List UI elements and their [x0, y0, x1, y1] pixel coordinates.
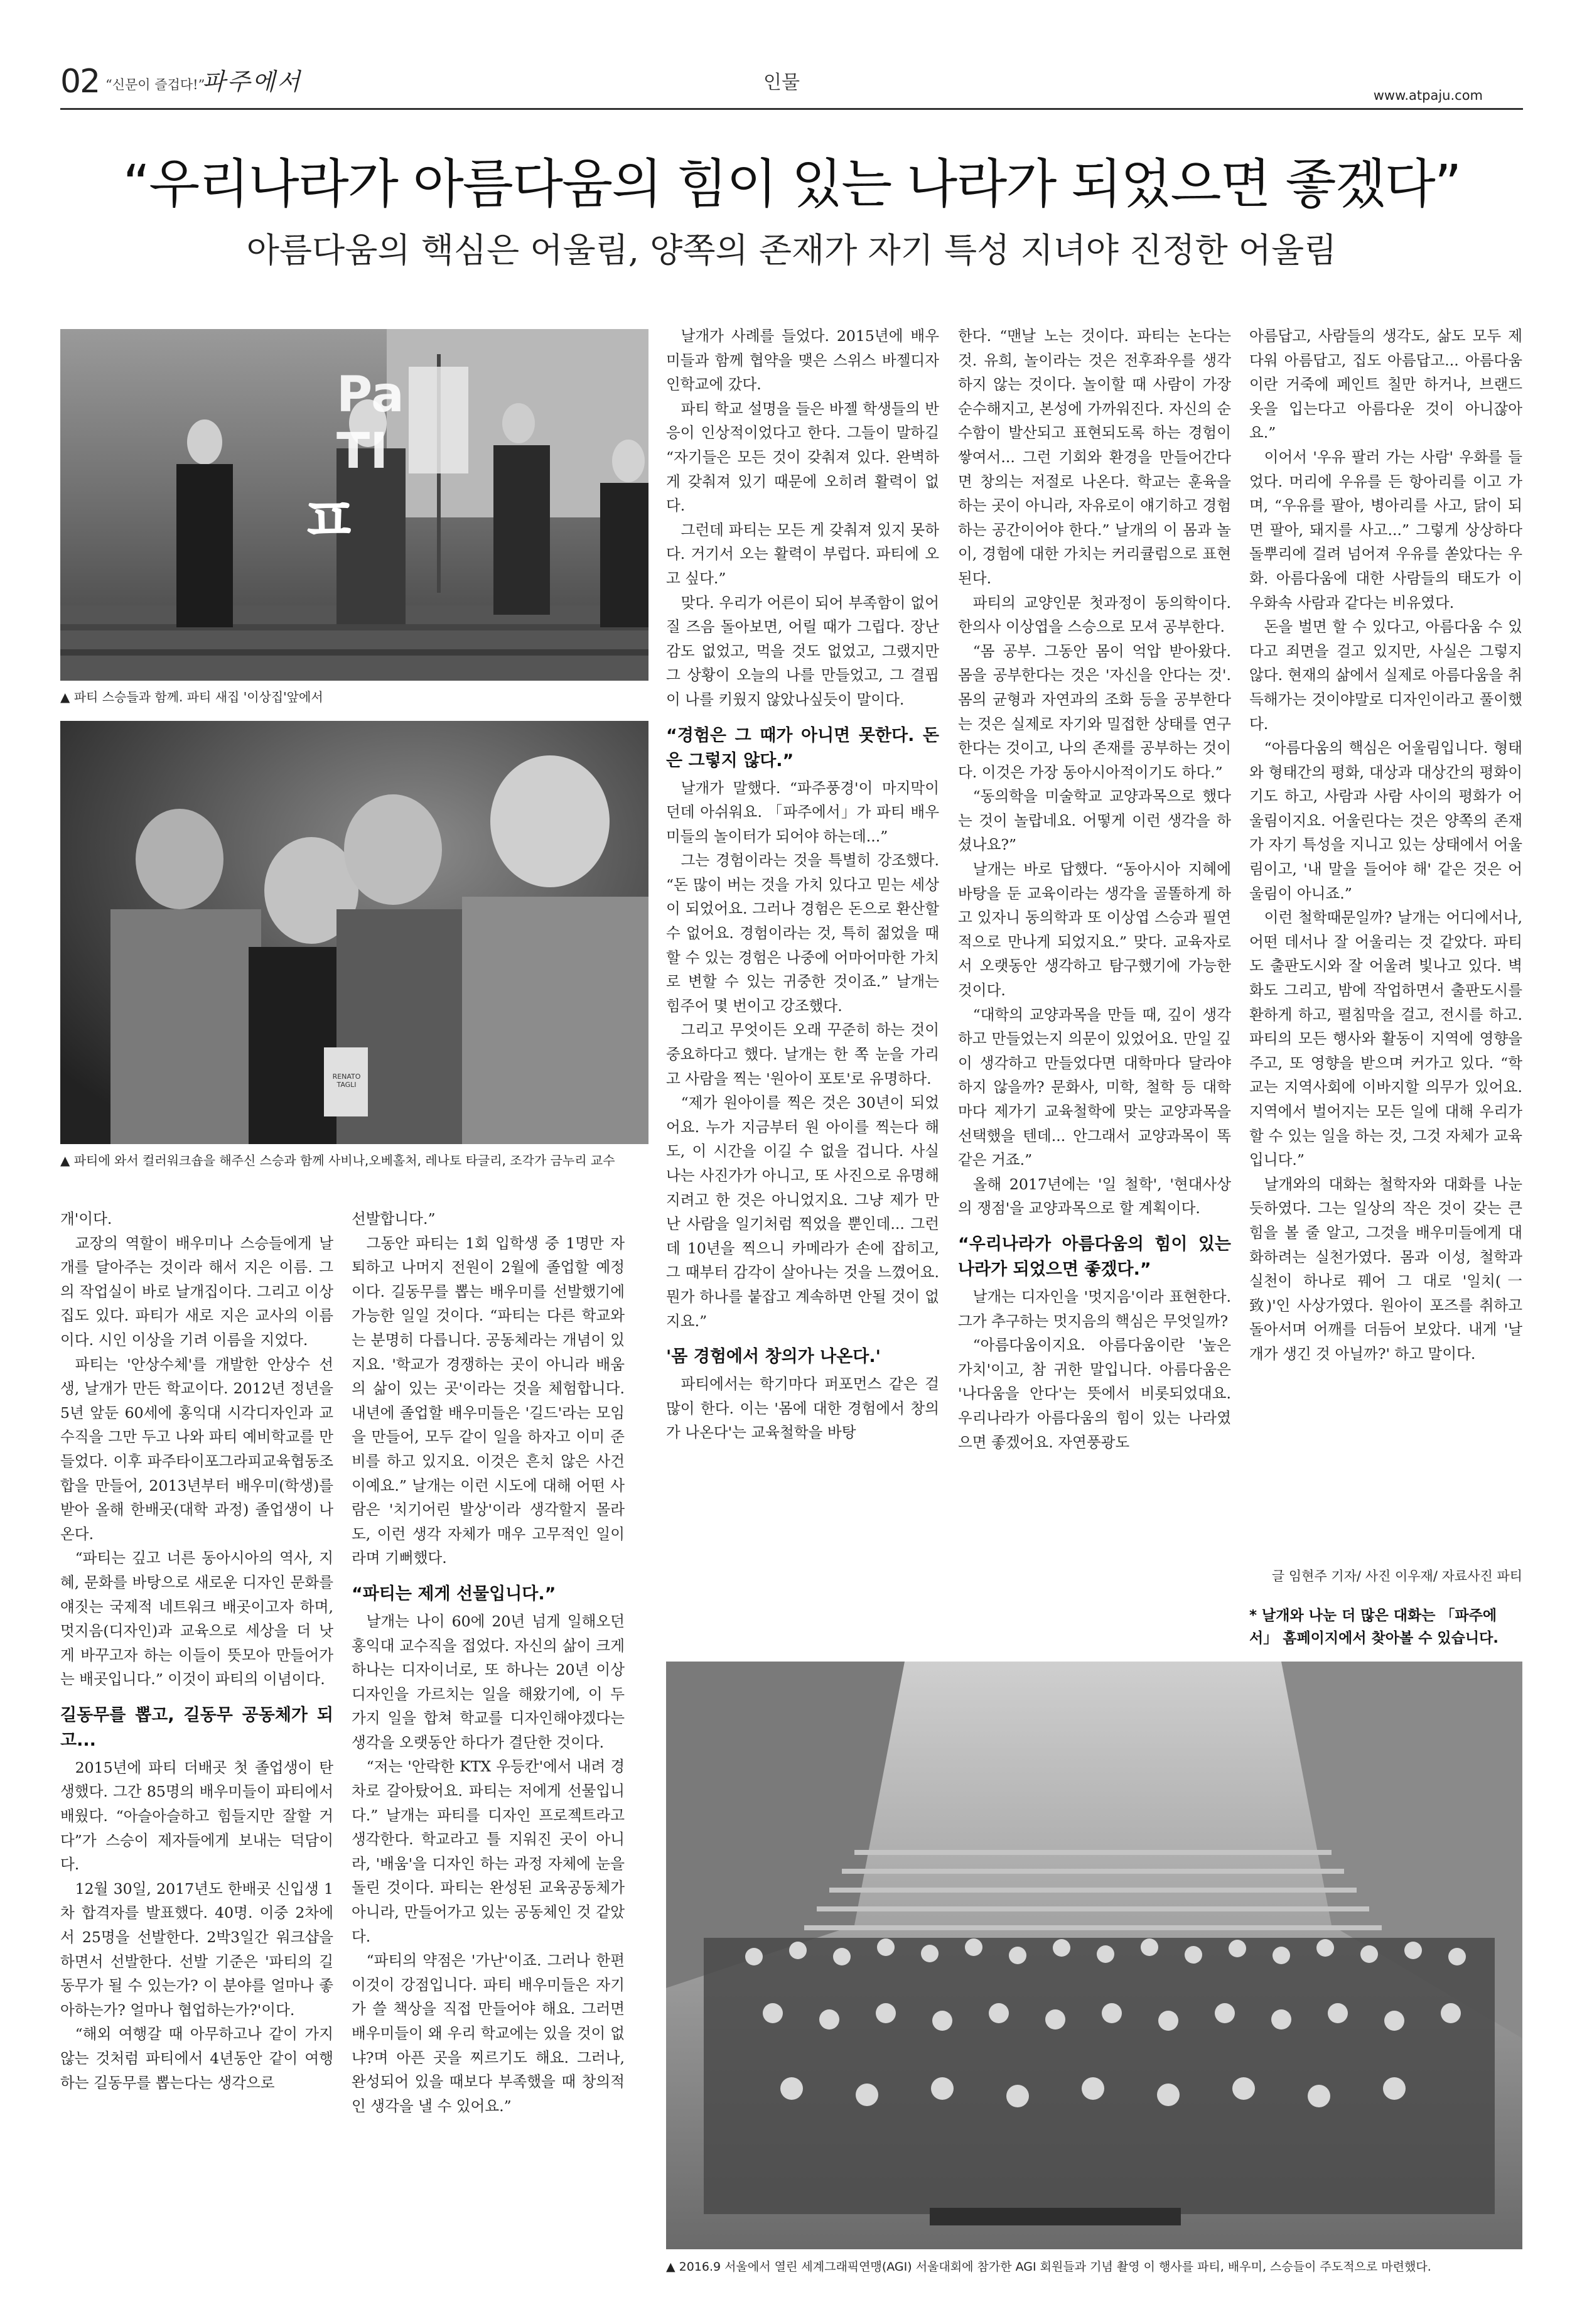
paragraph: 날개는 디자인을 '멋지음'이라 표현한다. 그가 추구하는 멋지음의 핵심은 무엇일까? — [958, 1287, 1231, 1330]
pati-sign-glyph: ㅍ — [299, 484, 360, 557]
article-column-5 — [1249, 324, 1522, 1366]
paragraph: “해외 여행갈 때 아무하고나 같이 가지 않는 것처럼 파티에서 4년동안 같이 여행하는 길동무를 뽑는다는 생각으로 — [60, 2025, 333, 2092]
paragraph: 맞다. 우리가 어른이 되어 부족함이 없어질 즈음 돌아보면, 어릴 때가 그립다. 장난감도 없었고, 먹을 것도 없었고, 그랬지만 그 상황이 오늘의 나를 만들었고, 그 결핍이 나를 키웠지 않았나싶듯이 말이다. — [666, 593, 939, 708]
paragraph: “파티의 약점은 '가난'이죠. 그러나 한편 이것이 강점입니다. 파티 배우미들은 자기가 쓸 책상을 직접 만들어야 해요. 그러면 배우미들이 왜 우리 학교에는 있을 것이 없냐?며 아픈 곳을 찌르기도 해요. 그러나, 완성되어 있을 때보다 부족했을 때 창의적인 생각을 낼 수 있어요.” — [352, 1952, 625, 2115]
photo1-caption: ▲ 파티 스승들과 함께. 파티 새집 '이상집'앞에서 — [60, 689, 323, 705]
paragraph: 그동안 파티는 1회 입학생 중 1명만 자퇴하고 나머지 전원이 2월에 졸업할 예정이다. 길동무를 뽑는 배우미를 선발했기에 가능한 일일 것이다. “파티는 다른 학교와는 분명히 다릅니다. 공동체라는 개념이 있지요. '학교가 경쟁하는 곳이 아니라 배움의 삶이 있는 곳'이라는 것을 체험합니다. 내년에 졸업할 배우미들은 '길드'라는 모임을 만들어, 모두 같이 일을 하자고 이미 준비를 하고 있지요. 이것은 흔치 않은 사건이예요.” 날개는 이런 시도에 대해 어떤 사람은 '치기어린 발상'이라 생각할지 몰라도, 이런 생각 자체가 매우 고무적인 일이라며 기뻐했다. — [352, 1234, 625, 1567]
paragraph: “제가 원아이를 찍은 것은 30년이 되었어요. 누가 지금부터 원 아이를 찍는다 해도, 이 시간을 이길 수 없을 겁니다. 사실 나는 사진가가 아니고, 또 사진으로 유명해지려고 한 것은 아니었지요. 그냥 제가 만난 사람을 일기처럼 찍었을 뿐인데... 그런데 10년을 찍으니 카메라가 손에 잡히고, 그 때부터 감각이 살아나는 것을 느꼈어요. 뭔가 하나를 붙잡고 계속하면 안될 것이 없지요.” — [666, 1094, 939, 1330]
paragraph: 한다. “맨날 노는 것이다. 파티는 논다는 것. 유희, 놀이라는 것은 전후좌우를 생각하지 않는 것이다. 놀이할 때 사람이 가장 순수해지고, 본성에 가까워진다. 자신의 순수함이 발산되고 표현되도록 하는 경험이 쌓여서... 그런 기회와 환경을 만들어간다면 창의는 저절로 나온다. 학교는 훈육을 하는 곳이 아니라, 자유로이 얘기하고 경험하는 공간이어야 한다.” 날개의 이 몸과 놀이, 경험에 대한 가치는 커리큘럼으로 표현된다. — [958, 327, 1231, 587]
paragraph: 날개는 나이 60에 20년 넘게 일해오던 홍익대 교수직을 접었다. 자신의 삶이 크게 하나는 디자이너로, 또 하나는 20년 이상 디자인을 가르치는 일을 해왔기에, 이 두 가지 일을 합쳐 학교를 디자인해야겠다는 생각을 오랫동안 하다가 결단한 것이다. — [352, 1612, 625, 1751]
headline: “우리나라가 아름다움의 힘이 있는 나라가 되었으면 좋겠다” — [122, 153, 1461, 215]
paragraph: 12월 30일, 2017년도 한배곳 신입생 1차 합격자를 발표했다. 40명. 이중 2차에서 25명을 선발한다. 2박3일간 워크샵을 하면서 선발한다. 선발 기준은 '파티의 길동무가 될 수 있는가? 이 분야를 얼마나 좋아하는가? 얼마나 협업하는가?'이다. — [60, 1879, 333, 2019]
photo-agi-group — [666, 1662, 1522, 2249]
paragraph: 교장의 역할이 배우미나 스승들에게 날개를 달아주는 것이라 해서 지은 이름. 그의 작업실이 바로 날개집이다. 그리고 이상집도 있다. 파티가 새로 지은 교사의 이름이다. 시인 이상을 기려 이름을 지었다. — [60, 1234, 333, 1349]
paragraph: “몸 공부. 그동안 몸이 억압 받아왔다. 몸을 공부한다는 것은 '자신을 안다는 것'. 몸의 균형과 자연과의 조화 등을 공부한다는 것은 실제로 자기와 밀접한 상태를 연구한다는 것이고, 나의 존재를 공부하는 것이다. 이것은 가장 동아시아적이기도 하다.” — [958, 642, 1231, 781]
paragraph: 이런 철학때문일까? 날개는 어디에서나, 어떤 데서나 잘 어울리는 것 같았다. 파티도 출판도시와 잘 어울려 빛나고 있다. 벽화도 그리고, 밤에 작업하면서 출판도시를 환하게 하고, 펼침막을 걸고, 전시를 하고. 파티의 모든 행사와 활동이 지역에 영향을 주고, 또 영향을 받으며 커가고 있다. “학교는 지역사회에 이바지할 의무가 있어요. 지역에서 벌어지는 모든 일에 대해 우리가 할 수 있는 일을 하는 것, 그것 자체가 교육입니다.” — [1249, 909, 1522, 1169]
photo2-caption: ▲ 파티에 와서 컬러워크숍을 해주신 스승과 함께 사비나,오베홀처, 레나토 타글리, 조각가 금누리 교수 — [60, 1153, 615, 1168]
article-column-4 — [958, 324, 1231, 1454]
paragraph: 개'이다. — [60, 1210, 112, 1228]
paragraph: 이어서 '우유 팔러 가는 사람' 우화를 들었다. 머리에 우유를 든 항아리를 이고 가며, “우유를 팔아, 병아리를 사고, 닭이 되면 팔아, 돼지를 사고...” 그렇게 상상하다 돌뿌리에 걸려 넘어져 우유를 쏟았다는 우화. 아름다움에 대한 사람들의 태도가 이 우화속 사람과 같다는 비유였다. — [1249, 448, 1522, 612]
paragraph: 올해 2017년에는 '일 철학', '현대사상의 쟁점'을 교양과목으로 할 계획이다. — [958, 1175, 1231, 1218]
paragraph: 파티 학교 설명을 들은 바젤 학생들의 반응이 인상적이었다고 한다. 그들이 말하길 “자기들은 모든 것이 갖춰져 있다. 완벽하게 갖춰져 있기 때문에 오히려 활력이 없다. — [666, 399, 939, 515]
paragraph: 2015년에 파티 더배곳 첫 졸업생이 탄생했다. 그간 85명의 배우미들이 파티에서 배웠다. “아슬아슬하고 힘들지만 잘할 거다”가 스승이 제자들에게 보내는 덕담이다. — [60, 1758, 333, 1874]
subhead: “파티는 제게 선물입니다.” — [352, 1584, 556, 1604]
paragraph: “아름다움이지요. 아름다움이란 '높은 가치'이고, 참 귀한 말입니다. 아름다움은 '나다움을 안다'는 뜻에서 비롯되었대요. 우리나라가 아름다움의 힘이 있는 나라였으면 좋겠어요. 자연풍광도 — [958, 1336, 1231, 1451]
paragraph: 파티의 교양인문 첫과정이 동의학이다. 한의사 이상엽을 스승으로 모셔 공부한다. — [958, 593, 1231, 636]
article-column-3 — [666, 324, 939, 1445]
subhead: “경험은 그 때가 아니면 못한다. 돈은 그렇지 않다.” — [666, 725, 939, 770]
paragraph: “저는 '안락한 KTX 우등칸'에서 내려 경차로 갈아탔어요. 파티는 저에게 선물입니다.” 날개는 파티를 디자인 프로젝트라고 생각한다. 학교라고 틀 지워진 곳이 아니라, '배움'을 디자인 하는 과정 자체에 눈을 돌린 것이다. 파티는 완성된 교육공동체가 아니라, 만들어가고 있는 공동체인 것 같았다. — [352, 1758, 625, 1945]
paragraph: 날개와의 대화는 철학자와 대화를 나눈듯하였다. 그는 일상의 작은 것이 갖는 큰 힘을 볼 줄 알고, 그것을 배우미들에게 대화하려는 실천가였다. 몸과 이성, 철학과 실천이 하나로 꿰어 그 대로 '일치(一致)'인 사상가였다. 원아이 포즈를 취하고 돌아서며 어깨를 더듬어 보았다. 내게 '날개가 생긴 것 아닐까?' 하고 말이다. — [1249, 1175, 1522, 1363]
header-rule — [60, 108, 1523, 110]
paragraph: “대학의 교양과목을 만들 때, 깊이 생각하고 만들었는지 의문이 있었어요. 만일 깊이 생각하고 만들었다면 대학마다 달라야 하지 않을까? 문화사, 미학, 철학 등 대학마다 제가기 교육철학에 맞는 교양과목을 선택했을 텐데... 안그래서 교양과목이 똑같은 거죠.” — [958, 1005, 1231, 1169]
subheadline: 아름다움의 핵심은 어울림, 양쪽의 존재가 자기 특성 지녀야 진정한 어울림 — [246, 230, 1337, 270]
photo-color-workshop — [60, 721, 648, 1144]
homepage-note: * 날개와 나눈 더 많은 대화는 「파주에서」 홈페이지에서 찾아볼 수 있습니다. — [1249, 1608, 1499, 1646]
paragraph: 선발합니다.” — [352, 1210, 436, 1228]
article-column-1 — [60, 1207, 333, 2095]
paragraph: 그는 경험이라는 것을 특별히 강조했다. “돈 많이 버는 것을 가치 있다고 믿는 세상이 되었어요. 그러나 경험은 돈으로 환산할 수 없어요. 경험이라는 것, 특히 젊었을 때 할 수 있는 경험은 나중에 어마어마한 가치로 변할 수 있는 귀중한 것이죠.” 날개는 힘주어 몇 번이고 강조했다. — [666, 851, 939, 1015]
paragraph: “동의학을 미술학교 교양과목으로 했다는 것이 놀랍네요. 어떻게 이런 생각을 하셨나요?” — [958, 787, 1231, 854]
pati-sign-text: Pa TI — [336, 367, 404, 480]
paragraph: 아름답고, 사람들의 생각도, 삶도 모두 제다워 아름답고, 집도 아름답고... 아름다움이란 거죽에 페인트 칠만 하거나, 브랜드 옷을 입는다고 아름다운 것이 아니잖아요.” — [1249, 327, 1522, 442]
page-number: 02 — [60, 63, 100, 100]
paragraph: 날개가 말했다. “파주풍경'이 마지막이던데 아쉬워요. 「파주에서」가 파티 배우미들의 놀이터가 되어야 하는데...” — [666, 779, 939, 845]
header-slogan: “신문이 즐겁다!” — [105, 77, 205, 92]
paragraph: 날개가 사례를 들었다. 2015년에 배우미들과 함께 협약을 맺은 스위스 바젤디자인학교에 갔다. — [666, 327, 939, 394]
masthead-logo: 파주에서 — [202, 68, 302, 95]
paragraph: 파티에서는 학기마다 퍼포먼스 같은 걸 많이 한다. 이는 '몸에 대한 경험에서 창의가 나온다'는 교육철학을 바탕 — [666, 1375, 939, 1442]
website-url[interactable]: www.atpaju.com — [1373, 88, 1483, 103]
paragraph: 파티는 '안상수체'를 개발한 안상수 선생, 날개가 만든 학교이다. 2012년 정년을 5년 앞둔 60세에 홍익대 시각디자인과 교수직을 그만 두고 나와 파티 예비학교를 만들었다. 이후 파주타이포그라피교육협동조합을 만들어, 2013년부터 배우미(학생)를 받아 올해 한배곳(대학 과정) 졸업생이 나온다. — [60, 1355, 333, 1543]
subhead: '몸 경험에서 창의가 나온다.' — [666, 1347, 881, 1367]
subhead: “우리나라가 아름다움의 힘이 있는 나라가 되었으면 좋겠다.” — [958, 1234, 1231, 1279]
name-badge: RENATO TAGLI — [332, 1073, 361, 1089]
section-label: 인물 — [763, 72, 800, 94]
paragraph: “아름다움의 핵심은 어울림입니다. 형태와 형태간의 평화, 대상과 대상간의 평화이기도 하고, 사람과 사람 사이의 평화가 어울림이지요. 어울린다는 것은 양쪽의 존재가 자기 특성을 지니고 있는 상태에서 어울림이고, '내 말을 들어야 해' 같은 것은 어울림이 아니죠.” — [1249, 739, 1522, 902]
paragraph: 그런데 파티는 모든 게 갖춰져 있지 못하다. 거기서 오는 활력이 부럽다. 파티에 오고 싶다.” — [666, 521, 939, 587]
paragraph: “파티는 깊고 너른 동아시아의 역사, 지혜, 문화를 바탕으로 새로운 디자인 문화를 얘짓는 국제적 네트워크 배곳이고자 하며, 멋지음(디자인)과 교육으로 세상을 더 낫게 바꾸고자 하는 이들이 뜻모아 만들어가는 배곳입니다.” 이것이 파티의 이념이다. — [60, 1549, 333, 1689]
byline: 글 임현주 기자/ 사진 이우재/ 자료사진 파티 — [1271, 1569, 1522, 1584]
photo-party-teachers — [60, 329, 648, 681]
paragraph: 돈을 벌면 할 수 있다고, 아름다움 수 있다고 죄면을 걸고 있지만, 사실은 그렇지 않다. 현재의 삶에서 실제로 아름다움을 취득해가는 것이야말로 디자인이라고 풀이했다. — [1249, 618, 1522, 733]
paragraph: 그리고 무엇이든 오래 꾸준히 하는 것이 중요하다고 했다. 날개는 한 쪽 눈을 가리고 사람을 찍는 '원아이 포토'로 유명하다. — [666, 1021, 939, 1088]
paragraph: 날개는 바로 답했다. “동아시아 지혜에 바탕을 둔 교육이라는 생각을 골똘하게 하고 있자니 동의학과 또 이상엽 스승과 필연적으로 만나게 되었지요.” 맞다. 교육자로서 오랫동안 생각하고 탐구했기에 가능한 것이다. — [958, 860, 1231, 1000]
subhead: 길동무를 뽑고, 길동무 공동체가 되고... — [60, 1705, 333, 1750]
article-column-2 — [352, 1207, 625, 2118]
photo3-caption: ▲ 2016.9 서울에서 열린 세계그래픽연맹(AGI) 서울대회에 참가한 AGI 회원들과 기념 촬영 이 행사를 파티, 배우미, 스승들이 주도적으로 마련했다. — [666, 2260, 1431, 2274]
